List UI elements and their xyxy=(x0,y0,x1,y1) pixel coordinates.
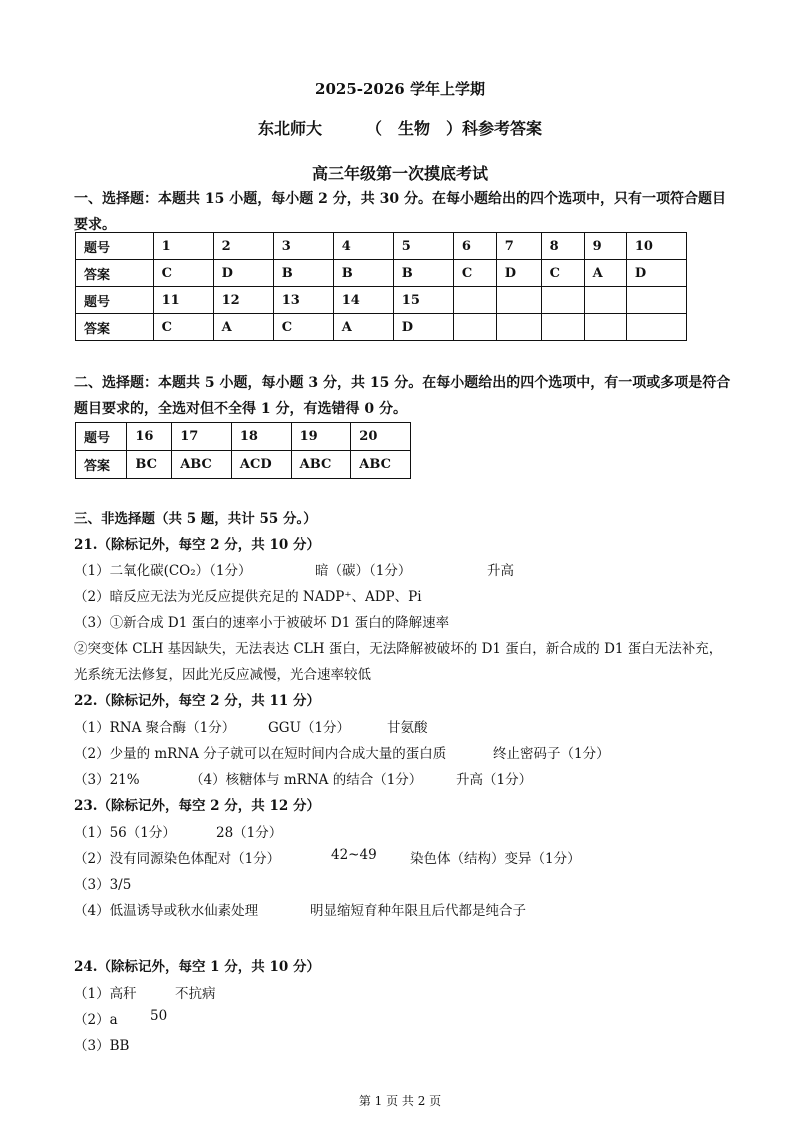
school-name: 东北师大 xyxy=(257,119,322,138)
q22-line2b: 终止密码子（1分） xyxy=(493,746,610,762)
q22-line1b: GGU（1分） xyxy=(268,720,351,736)
table-cell: C xyxy=(453,260,496,287)
q23-line4b: 明显缩短育种年限且后代都是纯合子 xyxy=(310,903,526,919)
table-cell xyxy=(453,314,496,341)
table-cell: ACD xyxy=(231,451,291,479)
table-cell: A xyxy=(584,260,626,287)
q22-line2a: （2）少量的 mRNA 分子就可以在短时间内合成大量的蛋白质 xyxy=(74,746,447,762)
table-cell: D xyxy=(626,260,686,287)
table-cell: B xyxy=(273,260,333,287)
row-label-cell: 答案 xyxy=(76,314,154,341)
table-cell: 1 xyxy=(153,233,213,260)
table-cell xyxy=(626,314,686,341)
q24-line1a: （1）高秆 xyxy=(74,986,137,1002)
table-cell xyxy=(496,287,541,314)
section3-title: 三、非选择题（共 5 题，共计 55 分。） xyxy=(74,511,317,527)
q22-line1c: 甘氨酸 xyxy=(387,720,428,736)
q21-line2: （2）暗反应无法为光反应提供充足的 NADP⁺、ADP、Pi xyxy=(74,589,422,605)
table-cell: A xyxy=(333,314,393,341)
q22-heading: 22.（除标记外，每空 2 分，共 11 分） xyxy=(74,693,320,709)
table-cell: C xyxy=(153,260,213,287)
q21-line1b: 暗（碳）（1分） xyxy=(315,563,412,579)
table-cell: A xyxy=(213,314,273,341)
table-cell: B xyxy=(393,260,453,287)
table-row xyxy=(76,287,687,314)
q21-line4: ②突变体 CLH 基因缺失，无法表达 CLH 蛋白，无法降解被破坏的 D1 蛋白，新合成的 D1 蛋白无法补充， xyxy=(74,641,723,657)
table-cell xyxy=(584,314,626,341)
table-cell: BC xyxy=(127,451,172,479)
table-cell: 8 xyxy=(541,233,584,260)
school-subject-title xyxy=(0,116,800,139)
table-cell xyxy=(541,287,584,314)
table-cell: 7 xyxy=(496,233,541,260)
q23-line4a: （4）低温诱导或秋水仙素处理 xyxy=(74,903,259,919)
q21-line5: 光系统无法修复，因此光反应减慢，光合速率较低 xyxy=(74,667,371,683)
table-cell: 6 xyxy=(453,233,496,260)
q24-line2b: 50 xyxy=(150,1008,168,1024)
table-row xyxy=(76,260,687,287)
table-cell: 17 xyxy=(172,423,232,451)
table-cell: 5 xyxy=(393,233,453,260)
table-cell xyxy=(453,287,496,314)
row-label-cell: 题号 xyxy=(76,287,154,314)
table-cell: D xyxy=(213,260,273,287)
table-cell: 4 xyxy=(333,233,393,260)
table-cell: 16 xyxy=(127,423,172,451)
q21-heading: 21.（除标记外，每空 2 分，共 10 分） xyxy=(74,537,320,553)
table-row xyxy=(76,314,687,341)
table-cell: 13 xyxy=(273,287,333,314)
table-row xyxy=(76,451,411,479)
q23-line2c: 染色体（结构）变异（1分） xyxy=(410,851,581,867)
table-cell: C xyxy=(153,314,213,341)
table-cell: 19 xyxy=(291,423,351,451)
table-cell: C xyxy=(541,260,584,287)
q24-heading: 24.（除标记外，每空 1 分，共 10 分） xyxy=(74,959,320,975)
row-label-cell: 答案 xyxy=(76,451,127,479)
table-cell: 10 xyxy=(626,233,686,260)
table-cell: B xyxy=(333,260,393,287)
q21-line1a: （1）二氧化碳(CO₂）（1分） xyxy=(74,563,252,579)
table-cell xyxy=(626,287,686,314)
q23-line1b: 28（1分） xyxy=(216,825,283,841)
table-cell: 15 xyxy=(393,287,453,314)
row-label-cell: 题号 xyxy=(76,423,127,451)
table-cell: 18 xyxy=(231,423,291,451)
table-cell xyxy=(496,314,541,341)
exam-title: 高三年级第一次摸底考试 xyxy=(311,164,488,183)
q23-line2a: （2）没有同源染色体配对（1分） xyxy=(74,851,281,867)
table-row xyxy=(76,233,687,260)
q21-line3: （3）①新合成 D1 蛋白的速率小于被破坏 D1 蛋白的降解速率 xyxy=(74,615,450,631)
table-cell: 11 xyxy=(153,287,213,314)
page-number: 第 1 页 共 2 页 xyxy=(358,1094,442,1108)
table-cell: C xyxy=(273,314,333,341)
q21-line1c: 升高 xyxy=(487,563,514,579)
q23-heading: 23.（除标记外，每空 2 分，共 12 分） xyxy=(74,798,320,814)
q22-line3c: 升高（1分） xyxy=(456,772,533,788)
q22-line3a: （3）21% xyxy=(74,772,140,788)
q22-line3b: （4）核糖体与 mRNA 的结合（1分） xyxy=(190,772,423,788)
row-label-cell: 答案 xyxy=(76,260,154,287)
table-cell: D xyxy=(496,260,541,287)
q22-line1a: （1）RNA 聚合酶（1分） xyxy=(74,720,236,736)
table-cell: ABC xyxy=(172,451,232,479)
table-cell: 20 xyxy=(351,423,411,451)
row-label-cell: 题号 xyxy=(76,233,154,260)
table-cell: 14 xyxy=(333,287,393,314)
section2-answer-table xyxy=(75,422,411,479)
section1-intro: 一、选择题：本题共 15 小题，每小题 2 分，共 30 分。在每小题给出的四个选项中，只有一项符合题目要求。 xyxy=(74,191,726,233)
subject-title: （ 生物 ）科参考答案 xyxy=(366,119,543,138)
table-cell: 12 xyxy=(213,287,273,314)
table-cell: 9 xyxy=(584,233,626,260)
table-cell: 3 xyxy=(273,233,333,260)
table-cell: 2 xyxy=(213,233,273,260)
year-term-title: 2025-2026 学年上学期 xyxy=(315,80,485,98)
table-cell xyxy=(584,287,626,314)
table-row xyxy=(76,423,411,451)
q23-line2b: 42~49 xyxy=(331,847,377,863)
q24-line3: （3）BB xyxy=(74,1038,130,1054)
table-cell: ABC xyxy=(351,451,411,479)
table-cell: D xyxy=(393,314,453,341)
q24-line2a: （2）a xyxy=(74,1012,118,1028)
table-cell: ABC xyxy=(291,451,351,479)
section1-answer-table xyxy=(75,232,687,341)
section2-intro: 二、选择题：本题共 5 小题，每小题 3 分，共 15 分。在每小题给出的四个选项中，有一项或多项是符合题目要求的，全选对但不全得 1 分，有选错得 0 分。 xyxy=(74,375,731,417)
q23-line3: （3）3/5 xyxy=(74,877,132,893)
q23-line1a: （1）56（1分） xyxy=(74,825,176,841)
table-cell xyxy=(541,314,584,341)
q24-line1b: 不抗病 xyxy=(175,986,216,1002)
